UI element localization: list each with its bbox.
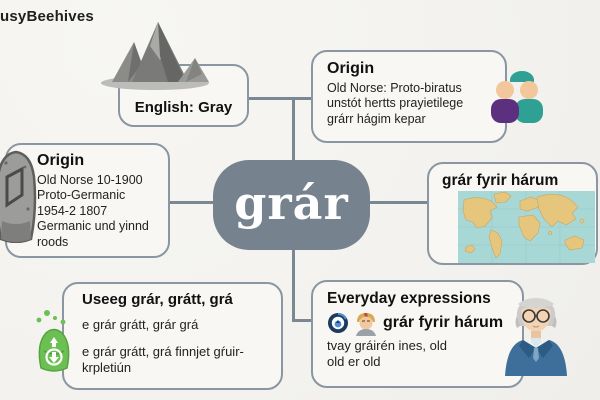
expressions-line-2: old er old bbox=[327, 354, 381, 370]
old-man-icon bbox=[503, 296, 569, 376]
watermark: usyBeehives bbox=[0, 8, 94, 25]
usage-item-2: e grár grátt, grá finnjet gŕuir- bbox=[82, 343, 244, 359]
box-usage bbox=[62, 282, 283, 390]
origin-top-line-3: grárr hágim kepar bbox=[327, 111, 426, 126]
origin-left-line-1: Old Norse 10-1900 bbox=[37, 172, 143, 187]
usage-title: Useeg grár, grátt, grá bbox=[82, 291, 233, 308]
origin-left-line-3: 1954-2 1807 bbox=[37, 203, 108, 218]
usage-item-1: e grár grátt, grár grá bbox=[82, 316, 199, 332]
phrase-map-title: grár fyrir hárum bbox=[442, 172, 559, 189]
center-word: grár bbox=[234, 176, 349, 230]
expressions-title: Everyday expressions bbox=[327, 290, 491, 307]
connector-top-vertical bbox=[292, 99, 295, 162]
box-expressions bbox=[311, 280, 524, 388]
world-map-icon bbox=[458, 191, 595, 263]
origin-left-line-2: Proto-Germanic bbox=[37, 188, 126, 203]
origin-left-line-4: Germanic und yinnd bbox=[37, 219, 149, 234]
green-dispenser-icon bbox=[34, 306, 74, 376]
mountain-icon bbox=[98, 16, 213, 92]
center-node bbox=[213, 160, 370, 250]
expressions-phrase-row bbox=[327, 310, 514, 336]
connector-bottom-vertical bbox=[292, 248, 295, 322]
connector-bottom-stub bbox=[292, 319, 313, 322]
origin-left-line-5: roods bbox=[37, 234, 69, 249]
origin-left-title: Origin bbox=[37, 152, 85, 169]
connector-top-horizontal bbox=[246, 97, 312, 100]
expressions-line-1: tvay gráirén ines, old bbox=[327, 338, 447, 354]
two-people-icon bbox=[488, 66, 548, 124]
expressions-phrase: grár fyrir hárum bbox=[383, 314, 504, 332]
elder-avatar-icon bbox=[353, 310, 379, 336]
rune-stone-icon bbox=[0, 147, 38, 243]
english-gray-label: English: Gray bbox=[134, 99, 233, 116]
origin-top-line-1: Old Norse: Proto-biratus bbox=[327, 80, 462, 95]
connector-left-horizontal bbox=[168, 201, 216, 204]
usage-item-2-cont: krpletiún bbox=[82, 360, 132, 375]
box-origin-top bbox=[311, 50, 507, 143]
origin-top-title: Origin bbox=[327, 60, 375, 77]
target-icon bbox=[327, 312, 349, 334]
origin-top-line-2: unstót hertts prayietilege bbox=[327, 96, 464, 111]
connector-right-horizontal bbox=[368, 201, 429, 204]
